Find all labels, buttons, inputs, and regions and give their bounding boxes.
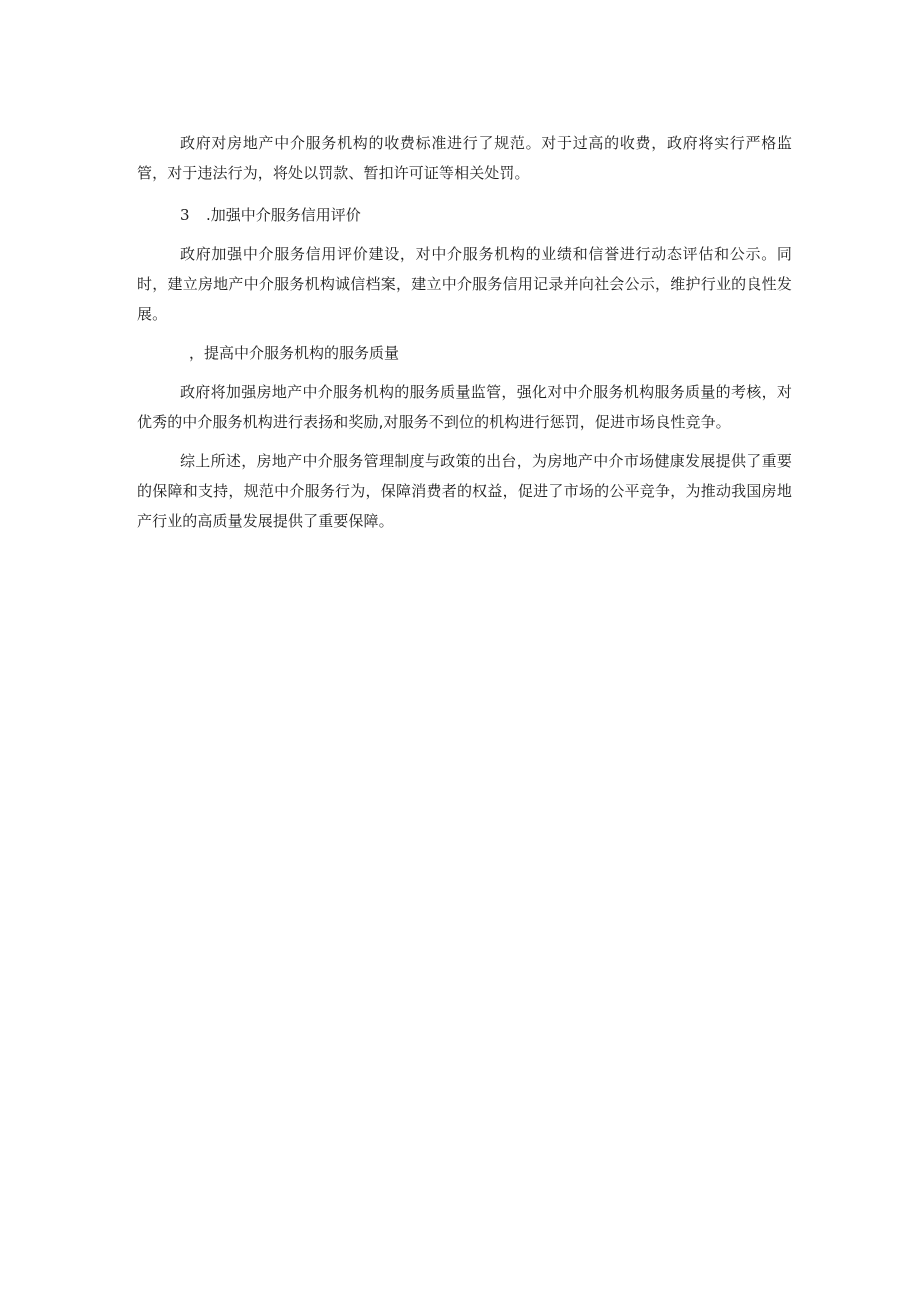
section-heading-text: .加强中介服务信用评价 (206, 206, 361, 224)
section-heading-credit-evaluation (137, 200, 792, 230)
section-heading-service-quality: ，提高中介服务机构的服务质量 (189, 344, 400, 362)
paragraph-fee-regulation: 政府对房地产中介服务机构的收费标准进行了规范。对于过高的收费，政府将实行严格监管，对于违法行为，将处以罚款、暂扣许可证等相关处罚。 (137, 134, 792, 182)
paragraph-service-quality: 政府将加强房地产中介服务机构的服务质量监管，强化对中介服务机构服务质量的考核，对优秀的中介服务机构进行表扬和奖励,对服务不到位的机构进行惩罚，促进市场良性竞争。 (137, 383, 792, 431)
section-number: 3 (180, 206, 190, 224)
paragraph-credit-evaluation: 政府加强中介服务信用评价建设，对中介服务机构的业绩和信誉进行动态评估和公示。同时，建立房地产中介服务机构诚信档案，建立中介服务信用记录并向社会公示，维护行业的良性发展。 (137, 245, 792, 323)
document-body (137, 128, 792, 536)
paragraph-conclusion: 综上所述，房地产中介服务管理制度与政策的出台，为房地产中介市场健康发展提供了重要的保障和支持，规范中介服务行为，保障消费者的权益，促进了市场的公平竞争，为推动我国房地产行业的高质量发展提供了重要保障。 (137, 452, 792, 530)
